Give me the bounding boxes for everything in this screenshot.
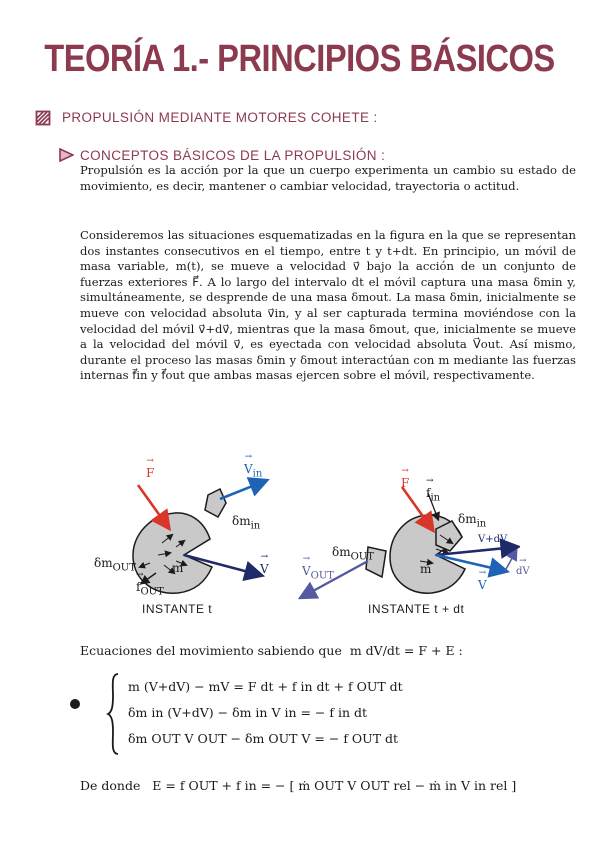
equation-3: δm OUT V OUT − δm OUT V = − f OUT dt [128, 731, 399, 746]
label-m-right: m [420, 562, 432, 576]
page-title: TEORÍA 1.- PRINCIPIOS BÁSICOS [44, 38, 555, 80]
label-dv-right: → dV [516, 566, 530, 577]
label-dmout-left: $\delta m_{OUT}$ [94, 556, 136, 574]
label-vdv-right: V+dV [478, 534, 508, 545]
caption-instant-t: INSTANTE t [142, 602, 213, 616]
label-dmin-right: $\delta m_{in}$ [458, 512, 487, 530]
final-expression: De donde E = f OUT + f in = − [ ṁ OUT V OUT rel − ṁ in V in rel ] [80, 778, 517, 793]
triangle-bullet-icon [58, 148, 74, 162]
label-dmout-right: $\delta m_{OUT}$ [332, 545, 374, 563]
label-F-left: → F [146, 466, 154, 480]
label-v-left: → V [260, 562, 269, 576]
label-m-left: m [172, 561, 184, 575]
label-fout-left: → $f_{OUT}$ [136, 580, 164, 597]
label-vin-left: → $V_{in}$ [244, 462, 262, 479]
dmin-chunk-left [205, 489, 226, 517]
caption-instant-t-dt: INSTANTE t + dt [368, 602, 465, 616]
equation-1: m (V+dV) − mV = F dt + f in dt + f OUT dt [128, 679, 403, 694]
paragraph-definition: Propulsión es la acción por la que un cuerpo experimenta un cambio su estado de movimiento, es decir, mantener o cambiar velocidad, trayectoria o actitud. [80, 163, 576, 193]
equations-intro: Ecuaciones del movimiento sabiendo que m dV/dt = F + E : [80, 643, 463, 658]
label-v-right: → V [478, 578, 487, 592]
label-dmin-left: $\delta m_{in}$ [232, 514, 261, 532]
square-bullet-icon [35, 110, 51, 126]
label-fin-right: → $f_{in}$ [426, 486, 440, 503]
label-F-right: → F [401, 476, 409, 490]
subsection-heading: CONCEPTOS BÁSICOS DE LA PROPULSIÓN : [80, 148, 386, 163]
equation-2: δm in (V+dV) − δm in V in = − f in dt [128, 705, 368, 720]
paragraph-situation: Consideremos las situaciones esquematizadas en la figura en la que se representan dos instantes consecutivos en el tiempo, entre t y t+dt. En principio, un móvil de masa variable, m(t), se mueve a velocidad v⃗ bajo la acción de un conjunto de fuerzas exteriores F⃗. A lo largo del intervalo dt el móvil captura una masa δmin y, simultáneamente, se desprende de una masa δmout. La masa δmin, inicialmente se mueve con velocidad absoluta v⃗in, y al ser capturada termina moviéndose con la velocidad del móvil v⃗+dv⃗, mientras que la masa δmout, que, inicialmente se mueve a la velocidad del móvil v⃗, es eyectada con velocidad absoluta V⃗out. Así mismo, durante el proceso las masas δmin y δmout interactúan con m mediante las fuerzas internas f⃗in y f⃗out que ambas masas ejercen sobre el móvil, respectivamente. [80, 228, 576, 383]
brace-icon [106, 672, 120, 756]
bullet-dot-icon [68, 697, 82, 711]
section-heading: PROPULSIÓN MEDIANTE MOTORES COHETE : [62, 110, 378, 125]
label-vout-right: → $V_{OUT}$ [302, 564, 334, 581]
